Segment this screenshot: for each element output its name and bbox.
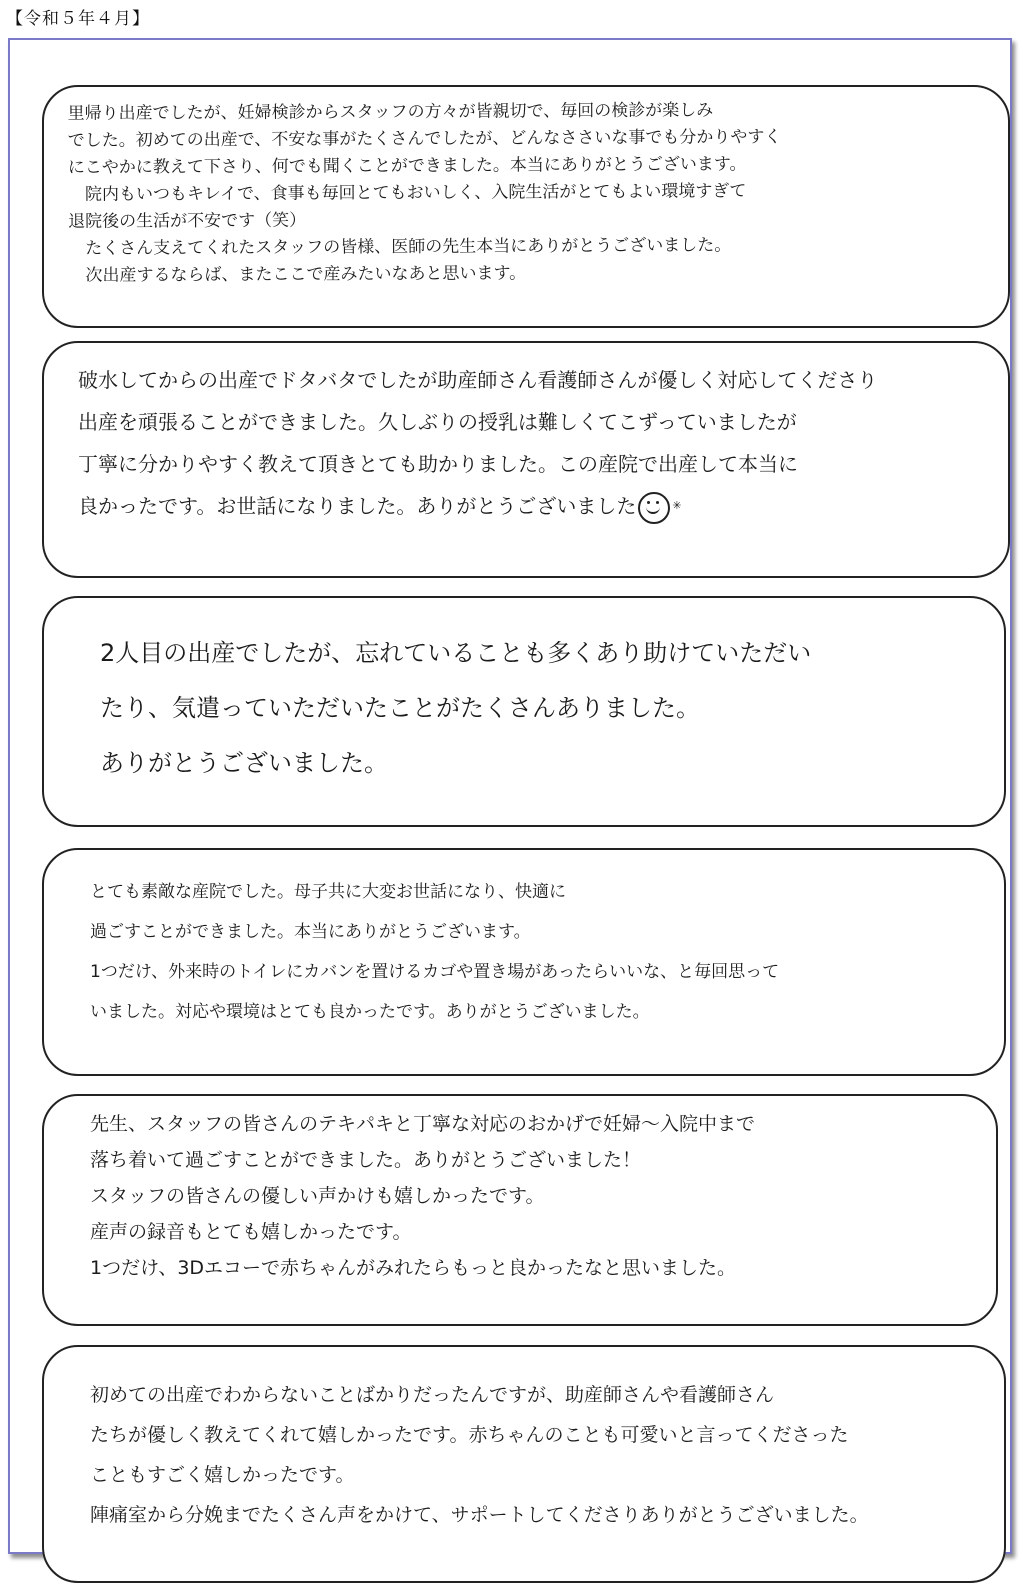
comment-line: たり、気遣っていただいたことがたくさんありました。 <box>100 694 700 722</box>
comment-line: たちが優しく教えてくれて嬉しかったです。赤ちゃんのことも可愛いと言ってくださった <box>90 1424 849 1446</box>
comment-line: 1つだけ、外来時のトイレにカバンを置けるカゴや置き場があったらいいな、と毎回思って <box>90 962 780 982</box>
comment-line: 1つだけ、3Dエコーで赤ちゃんがみれたらもっと良かったなと思いました。 <box>90 1257 737 1279</box>
page-date-header: 【令和５年４月】 <box>6 9 150 29</box>
comment-line: 2人目の出産でしたが、忘れていることも多くあり助けていただい <box>100 639 812 667</box>
comment-text-5 <box>90 1106 755 1286</box>
comment-card-6 <box>42 1345 1006 1583</box>
comment-line: にこやかに教えて下さり、何でも聞くことができました。本当にありがとうございます。 <box>67 154 747 178</box>
comment-line: 過ごすことができました。本当にありがとうございます。 <box>90 922 531 942</box>
comment-line: 初めての出産でわからないことばかりだったんですが、助産師さんや看護師さん <box>90 1384 775 1406</box>
comment-card-1 <box>42 85 1010 328</box>
comment-line: 落ち着いて過ごすことができました。ありがとうございました！ <box>90 1149 642 1171</box>
comment-line: こともすごく嬉しかったです。 <box>90 1464 355 1486</box>
comment-line: たくさん支えてくれたスタッフの皆様、医師の先生本当にありがとうございました。 <box>68 235 732 259</box>
comment-line: ありがとうございました。 <box>100 749 388 777</box>
comment-line: 出産を頑張ることができました。久しぶりの授乳は難しくてこずっていましたが <box>78 410 797 434</box>
comment-line: 退院後の生活が不安です（笑） <box>68 210 307 232</box>
comment-text-6 <box>90 1375 869 1535</box>
comment-line: 陣痛室から分娩までたくさん声をかけて、サポートしてくださりありがとうございました。 <box>90 1504 869 1526</box>
comment-line: 院内もいつもキレイで、食事も毎回とてもおいしく、入院生活がとてもよい環境すぎて <box>67 181 747 205</box>
comment-card-2 <box>42 341 1010 578</box>
comment-text-1 <box>68 97 783 290</box>
comment-line: 里帰り出産でしたが、妊婦検診からスタッフの方々が皆親切で、毎回の検診が楽しみ <box>67 100 714 124</box>
comment-line-with-emoji <box>78 485 877 527</box>
comment-text-3 <box>100 626 811 791</box>
comment-line: 先生、スタッフの皆さんのテキパキと丁寧な対応のおかげで妊婦～入院中まで <box>90 1113 756 1135</box>
comment-line: 産声の録音もとても嬉しかったです。 <box>90 1221 412 1243</box>
comment-card-4 <box>42 848 1006 1076</box>
comment-line: 良かったです。お世話になりました。ありがとうございました <box>78 494 637 518</box>
comment-line: 破水してからの出産でドタバタでしたが助産師さん看護師さんが優しく対応してくださり <box>78 368 878 392</box>
comment-sheet <box>8 38 1012 1554</box>
sparkle-icon: ✳ <box>672 499 682 512</box>
comment-text-4 <box>90 872 779 1032</box>
comment-line: でした。初めての出産で、不安な事がたくさんでしたが、どんなささいな事でも分かりやすく <box>67 127 782 151</box>
smiley-face-icon <box>638 492 670 524</box>
comment-line: とても素敵な産院でした。母子共に大変お世話になり、快適に <box>90 882 566 902</box>
comment-line: スタッフの皆さんの優しい声かけも嬉しかったです。 <box>90 1185 545 1207</box>
comment-line: 丁寧に分かりやすく教えて頂きとても助かりました。この産院で出産して本当に <box>78 452 798 476</box>
comment-text-2 <box>78 359 877 527</box>
comment-line: 次出産するならば、またここで産みたいなあと思います。 <box>68 263 527 286</box>
comment-card-5 <box>42 1094 998 1326</box>
comment-card-3 <box>42 596 1006 827</box>
comment-line: いました。対応や環境はとても良かったです。ありがとうございました。 <box>90 1002 650 1022</box>
